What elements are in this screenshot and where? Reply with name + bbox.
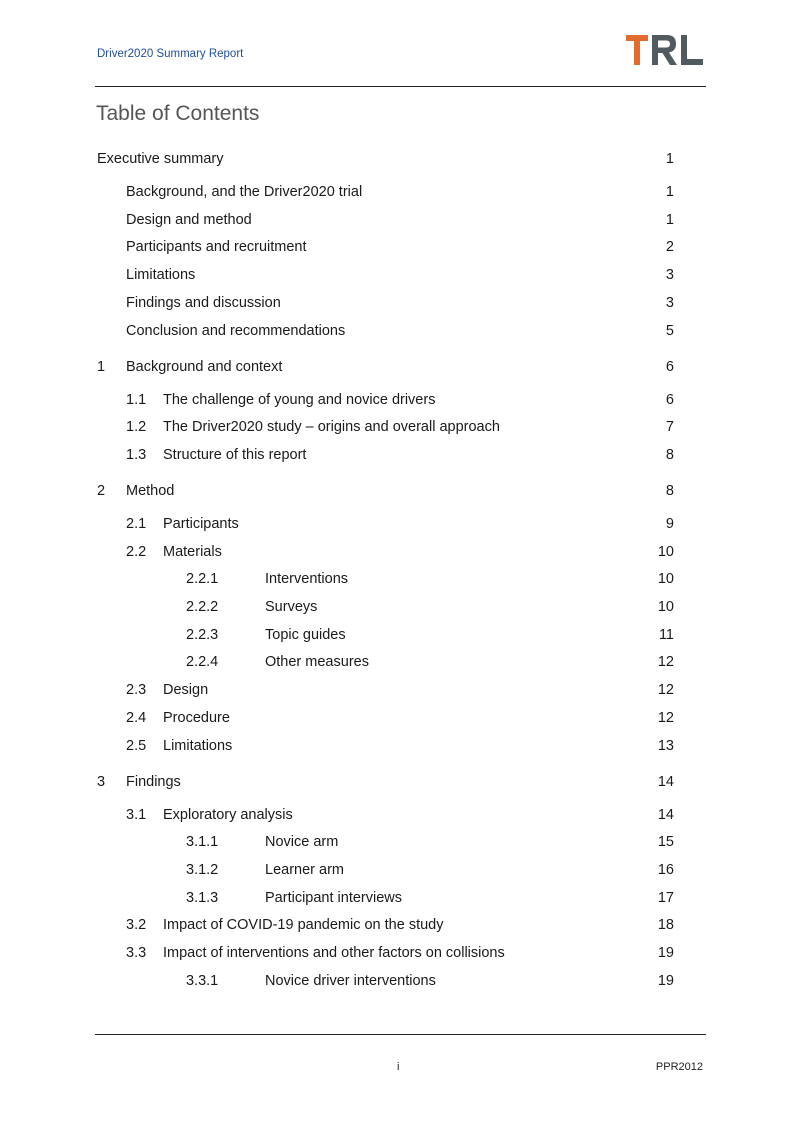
toc-entry-title: Limitations bbox=[126, 267, 196, 283]
toc-entry-page: 15 bbox=[657, 834, 674, 850]
toc-entry-page: 10 bbox=[657, 544, 674, 560]
toc-entry[interactable] bbox=[0, 445, 800, 465]
toc-entry-page: 10 bbox=[657, 571, 674, 587]
toc-entry-title: Exploratory analysis bbox=[163, 807, 293, 823]
toc-entry-page: 12 bbox=[657, 682, 674, 698]
toc-entry-number: 2.2.1 bbox=[186, 571, 219, 587]
toc-entry-title: Conclusion and recommendations bbox=[126, 323, 346, 339]
toc-entry-number: 1.1 bbox=[126, 392, 147, 408]
toc-entry[interactable] bbox=[0, 652, 800, 672]
trl-logo bbox=[626, 35, 704, 67]
toc-entry-number: 2.4 bbox=[126, 710, 147, 726]
toc-entry[interactable] bbox=[0, 321, 800, 341]
toc-entry-title: Method bbox=[126, 483, 175, 499]
toc-entry[interactable] bbox=[0, 971, 800, 991]
toc-entry-page: 18 bbox=[657, 917, 674, 933]
toc-entry-number: 2 bbox=[97, 483, 106, 499]
toc-entry-number: 2.3 bbox=[126, 682, 147, 698]
toc-entry[interactable] bbox=[0, 481, 800, 501]
toc-entry-title: Procedure bbox=[163, 710, 230, 726]
toc-entry-page: 2 bbox=[665, 239, 674, 255]
toc-entry-page: 3 bbox=[665, 295, 674, 311]
toc-entry-title: Materials bbox=[163, 544, 222, 560]
toc-entry[interactable] bbox=[0, 860, 800, 880]
toc-entry-number: 2.2.4 bbox=[186, 654, 219, 670]
toc-entry[interactable] bbox=[0, 390, 800, 410]
toc-entry-page: 19 bbox=[657, 945, 674, 961]
toc-entry-number: 1.2 bbox=[126, 419, 147, 435]
toc-entry-number: 3.1.3 bbox=[186, 890, 219, 906]
toc-entry[interactable] bbox=[0, 237, 800, 257]
toc-entry-page: 1 bbox=[665, 151, 674, 167]
toc-entry[interactable] bbox=[0, 514, 800, 534]
toc-entry[interactable] bbox=[0, 597, 800, 617]
toc-entry-title: Design and method bbox=[126, 212, 252, 228]
toc-entry-title: Executive summary bbox=[97, 151, 224, 167]
toc-entry-page: 3 bbox=[665, 267, 674, 283]
toc-entry-title: Participant interviews bbox=[265, 890, 402, 906]
running-header-title: Driver2020 Summary Report bbox=[97, 48, 244, 60]
toc-entry-page: 8 bbox=[665, 483, 674, 499]
toc-entry-title: The Driver2020 study – origins and overall approach bbox=[163, 419, 500, 435]
toc-entry-title: Background, and the Driver2020 trial bbox=[126, 184, 363, 200]
toc-entry-number: 3.1.1 bbox=[186, 834, 219, 850]
toc-entry[interactable] bbox=[0, 542, 800, 562]
toc-entry-number: 2.2.3 bbox=[186, 627, 219, 643]
toc-entry-title: Findings bbox=[126, 774, 181, 790]
toc-entry-page: 5 bbox=[665, 323, 674, 339]
toc-entry-number: 1 bbox=[97, 359, 106, 375]
toc-entry-title: Novice driver interventions bbox=[265, 973, 436, 989]
toc-entry-page: 11 bbox=[658, 627, 674, 643]
toc-entry[interactable] bbox=[0, 149, 800, 169]
toc-entry[interactable] bbox=[0, 417, 800, 437]
toc-entry-title: Limitations bbox=[163, 738, 233, 754]
toc-entry-page: 1 bbox=[665, 184, 674, 200]
toc-entry-title: Interventions bbox=[265, 571, 349, 587]
toc-entry-title: Structure of this report bbox=[163, 447, 307, 463]
toc-entry-page: 10 bbox=[657, 599, 674, 615]
toc-entry[interactable] bbox=[0, 772, 800, 792]
toc-entry[interactable] bbox=[0, 265, 800, 285]
toc-entry-title: Other measures bbox=[265, 654, 369, 670]
toc-entry-number: 3.1 bbox=[126, 807, 147, 823]
toc-entry-number: 3.3 bbox=[126, 945, 147, 961]
toc-entry[interactable] bbox=[0, 569, 800, 589]
toc-entry-title: Participants bbox=[163, 516, 239, 532]
footer-divider bbox=[95, 1034, 706, 1035]
toc-entry[interactable] bbox=[0, 182, 800, 202]
toc-entry-page: 7 bbox=[665, 419, 674, 435]
toc-entry[interactable] bbox=[0, 805, 800, 825]
toc-entry[interactable] bbox=[0, 708, 800, 728]
toc-entry-page: 17 bbox=[657, 890, 674, 906]
toc-entry-title: Design bbox=[163, 682, 209, 698]
toc-entry[interactable] bbox=[0, 680, 800, 700]
toc-entry-title: Topic guides bbox=[265, 627, 346, 643]
toc-entry-number: 3.1.2 bbox=[186, 862, 219, 878]
header-divider bbox=[95, 86, 706, 87]
toc-entry-page: 12 bbox=[657, 710, 674, 726]
toc-entry-title: The challenge of young and novice drivers bbox=[163, 392, 436, 408]
toc-entry-page: 14 bbox=[657, 774, 674, 790]
toc-entry[interactable] bbox=[0, 210, 800, 230]
toc-entry[interactable] bbox=[0, 625, 800, 645]
toc-entry-title: Learner arm bbox=[265, 862, 344, 878]
toc-entry-title: Participants and recruitment bbox=[126, 239, 307, 255]
toc-entry-page: 9 bbox=[665, 516, 674, 532]
toc-entry[interactable] bbox=[0, 943, 800, 963]
toc-entry[interactable] bbox=[0, 888, 800, 908]
toc-entry-title: Impact of COVID-19 pandemic on the study bbox=[163, 917, 444, 933]
toc-entry-page: 8 bbox=[665, 447, 674, 463]
toc-entry-page: 1 bbox=[665, 212, 674, 228]
toc-entry-page: 14 bbox=[657, 807, 674, 823]
toc-entry-page: 6 bbox=[665, 359, 674, 375]
toc-entry-number: 2.1 bbox=[126, 516, 147, 532]
toc-entry-number: 2.2 bbox=[126, 544, 147, 560]
toc-entry[interactable] bbox=[0, 293, 800, 313]
footer-reference: PPR2012 bbox=[655, 1061, 703, 1073]
toc-entry-page: 6 bbox=[665, 392, 674, 408]
toc-entry[interactable] bbox=[0, 915, 800, 935]
toc-entry-title: Surveys bbox=[265, 599, 318, 615]
toc-entry-number: 1.3 bbox=[126, 447, 147, 463]
toc-entry-title: Background and context bbox=[126, 359, 283, 375]
footer-page-number: i bbox=[397, 1061, 400, 1073]
toc-heading: Table of Contents bbox=[96, 102, 260, 125]
toc-entry-page: 13 bbox=[657, 738, 674, 754]
toc-entry-page: 19 bbox=[657, 973, 674, 989]
toc-entry-title: Impact of interventions and other factors on collisions bbox=[163, 945, 505, 961]
toc-entry-number: 3.2 bbox=[126, 917, 147, 933]
toc-entry[interactable] bbox=[0, 357, 800, 377]
toc-entry-title: Findings and discussion bbox=[126, 295, 281, 311]
toc-entry-title: Novice arm bbox=[265, 834, 339, 850]
toc-entry-number: 2.5 bbox=[126, 738, 147, 754]
toc-entry-page: 16 bbox=[657, 862, 674, 878]
toc-entry-page: 12 bbox=[657, 654, 674, 670]
toc-entry[interactable] bbox=[0, 832, 800, 852]
toc-entry-number: 2.2.2 bbox=[186, 599, 219, 615]
toc-entry-number: 3 bbox=[97, 774, 106, 790]
toc-entry-number: 3.3.1 bbox=[186, 973, 219, 989]
toc-entry[interactable] bbox=[0, 736, 800, 756]
